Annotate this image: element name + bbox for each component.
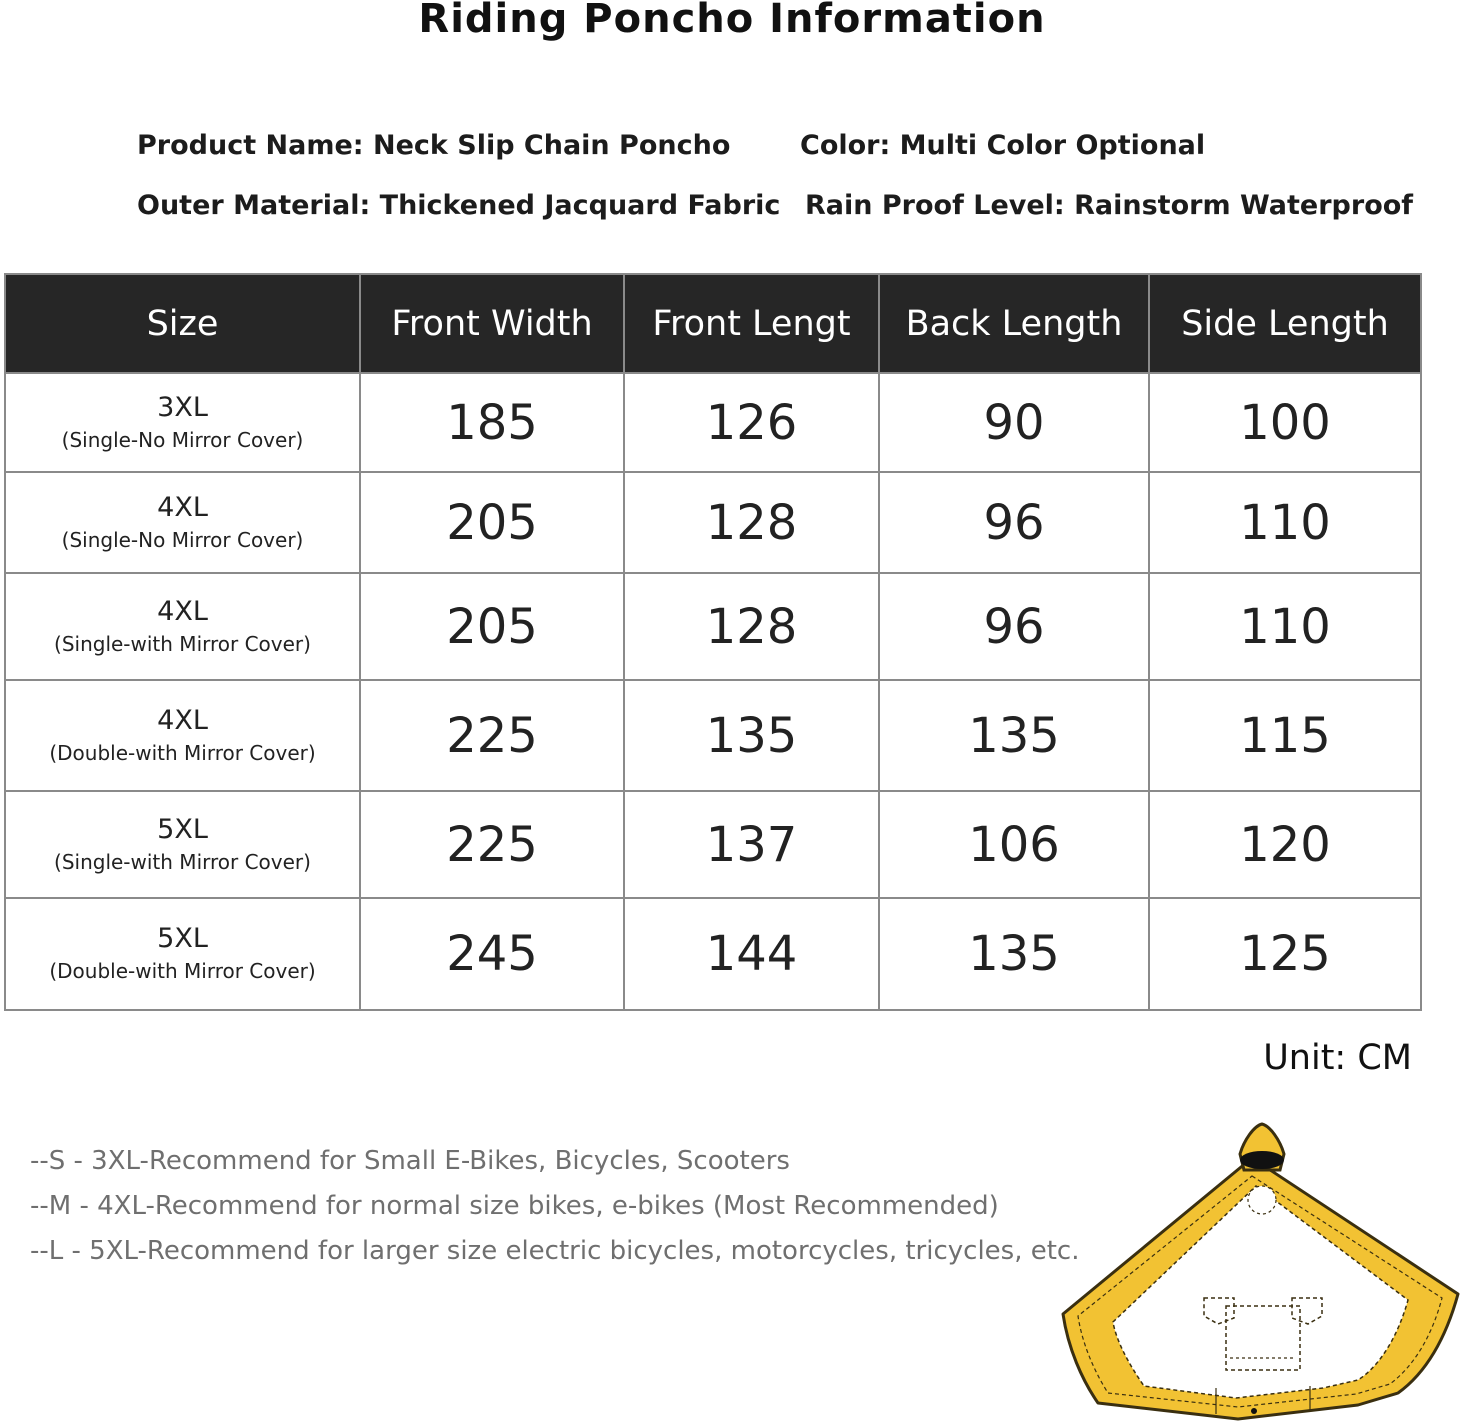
size-cell: [5, 373, 360, 472]
front-length-cell: 135: [624, 680, 879, 791]
header-size: Size: [5, 274, 360, 373]
size-cell: [5, 680, 360, 791]
table-row: [5, 680, 1421, 791]
color-text: Color: Multi Color Optional: [800, 130, 1206, 161]
front-width-cell: 205: [360, 573, 624, 680]
size-cell: [5, 791, 360, 898]
front-width-cell: 185: [360, 373, 624, 472]
back-length-cell: 135: [879, 898, 1149, 1010]
header-front-width: Front Width: [360, 274, 624, 373]
front-length-cell: 128: [624, 472, 879, 573]
table-row: [5, 898, 1421, 1010]
side-length-cell: 120: [1149, 791, 1421, 898]
front-width-cell: 225: [360, 680, 624, 791]
front-width-cell: 225: [360, 791, 624, 898]
size-cell: [5, 472, 360, 573]
back-length-cell: 135: [879, 680, 1149, 791]
header-back-length: Back Length: [879, 274, 1149, 373]
size-note: (Double-with Mirror Cover): [49, 959, 316, 983]
product-name-text: Product Name: Neck Slip Chain Poncho: [137, 130, 731, 161]
front-length-cell: 126: [624, 373, 879, 472]
recommendation-m: --M - 4XL-Recommend for normal size bikes, e-bikes (Most Recommended): [30, 1191, 999, 1221]
table-row: [5, 472, 1421, 573]
unit-label: Unit: CM: [1263, 1038, 1412, 1078]
size-note: (Single-No Mirror Cover): [61, 427, 304, 452]
front-length-cell: 128: [624, 573, 879, 680]
size-label: 4XL: [157, 704, 208, 736]
size-label: 4XL: [157, 491, 208, 523]
side-length-cell: 110: [1149, 573, 1421, 680]
poncho-diagram-icon: [1058, 1118, 1464, 1423]
size-label: 5XL: [157, 813, 208, 845]
rain-proof-text: Rain Proof Level: Rainstorm Waterproof: [805, 190, 1414, 221]
size-label: 5XL: [157, 923, 208, 954]
side-length-cell: 110: [1149, 472, 1421, 573]
table-row: [5, 373, 1421, 472]
front-width-cell: 205: [360, 472, 624, 573]
recommendation-s: --S - 3XL-Recommend for Small E-Bikes, Bicycles, Scooters: [30, 1146, 790, 1176]
recommendation-l: --L - 5XL-Recommend for larger size electric bicycles, motorcycles, tricycles, etc.: [30, 1236, 1080, 1266]
header-side-length: Side Length: [1149, 274, 1421, 373]
size-label: 4XL: [157, 595, 208, 627]
back-length-cell: 90: [879, 373, 1149, 472]
size-note: (Single-No Mirror Cover): [61, 527, 304, 552]
header-front-length: Front Lengt: [624, 274, 879, 373]
size-note: (Single-with Mirror Cover): [54, 849, 311, 874]
side-length-cell: 100: [1149, 373, 1421, 472]
size-cell: [5, 898, 360, 1010]
outer-material-text: Outer Material: Thickened Jacquard Fabric: [137, 190, 781, 221]
size-note: (Double-with Mirror Cover): [49, 740, 316, 765]
size-note: (Single-with Mirror Cover): [54, 631, 311, 656]
size-label: 3XL: [157, 391, 208, 423]
front-length-cell: 144: [624, 898, 879, 1010]
table-header-row: [5, 274, 1421, 373]
side-length-cell: 125: [1149, 898, 1421, 1010]
side-length-cell: 115: [1149, 680, 1421, 791]
back-length-cell: 96: [879, 573, 1149, 680]
back-length-cell: 106: [879, 791, 1149, 898]
size-cell: [5, 573, 360, 680]
back-length-cell: 96: [879, 472, 1149, 573]
table-row: [5, 791, 1421, 898]
front-length-cell: 137: [624, 791, 879, 898]
front-width-cell: 245: [360, 898, 624, 1010]
table-row: [5, 573, 1421, 680]
size-table: [4, 273, 1422, 1011]
page-title: Riding Poncho Information: [418, 0, 1046, 42]
